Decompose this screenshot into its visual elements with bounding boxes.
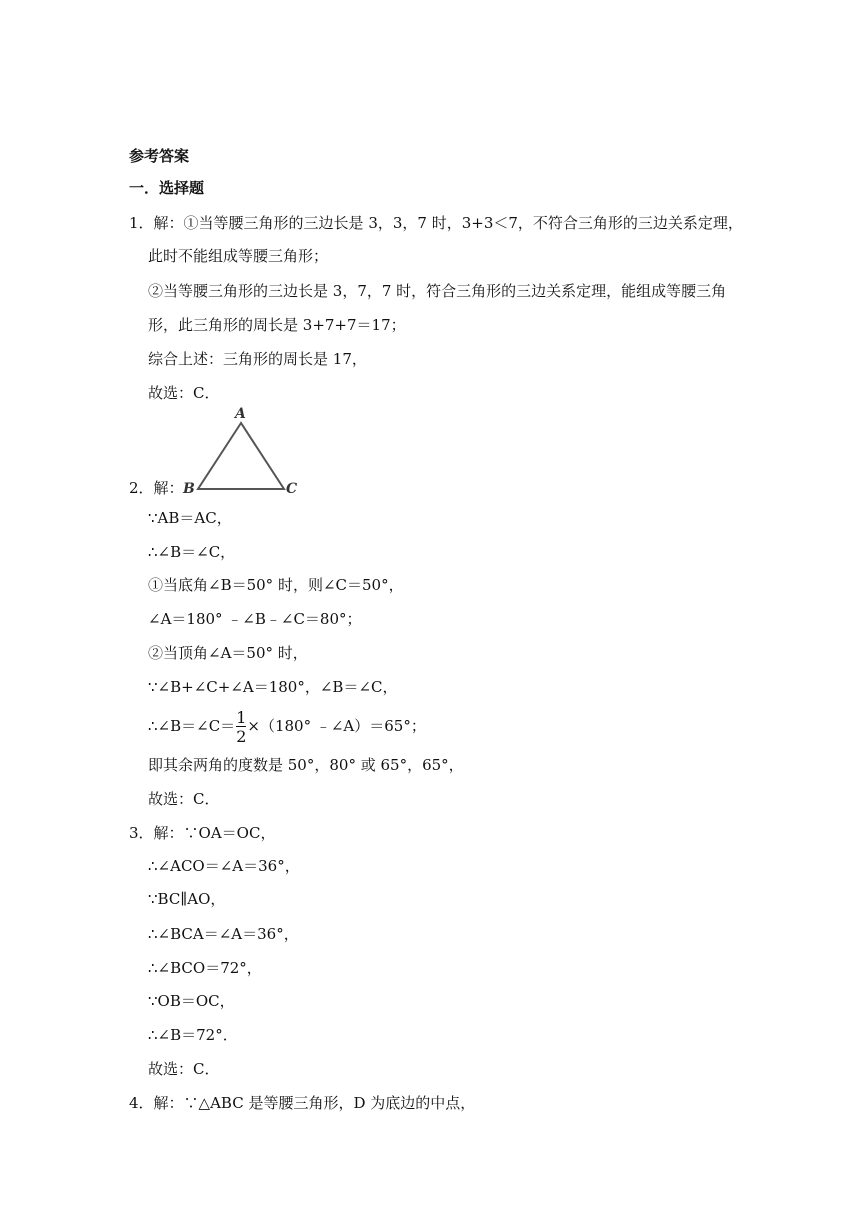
q3-line-7: ∴∠B＝72°．	[148, 1026, 238, 1044]
fraction-denominator: 2	[236, 727, 247, 746]
q1-line-4: 形，此三角形的周长是 3+7+7＝17；	[148, 316, 406, 334]
q4-line-1: 4．解：∵△ABC 是等腰三角形，D 为底边的中点，	[129, 1094, 476, 1112]
q2-line-7: ∵∠B+∠C+∠A＝180°，∠B＝∠C，	[148, 678, 398, 696]
fraction-one-half	[236, 709, 246, 745]
q2-line-5: ∠A＝180° ﹣∠B﹣∠C＝80°；	[148, 610, 362, 628]
q1-line-1: 1．解：①当等腰三角形的三边长是 3，3，7 时，3+3＜7，不符合三角形的三边关系定理，	[129, 214, 743, 232]
isosceles-triangle-figure	[178, 404, 302, 498]
q2-fraction-line	[148, 708, 426, 745]
q3-line-1: 3．解：∵OA＝OC，	[129, 824, 276, 842]
q3-line-4: ∴∠BCA＝∠A＝36°，	[148, 925, 299, 943]
q2-line-9: 故选：C．	[148, 790, 220, 808]
q2-line-4: ①当底角∠B＝50° 时，则∠C＝50°，	[148, 576, 404, 594]
q3-line-2: ∴∠ACO＝∠A＝36°，	[148, 857, 300, 875]
page-heading: 参考答案	[129, 147, 190, 165]
vertex-label-a: A	[235, 406, 246, 422]
q3-line-6: ∵OB＝OC，	[148, 992, 235, 1010]
fraction-numerator: 1	[236, 708, 247, 727]
triangle-outline	[198, 423, 284, 489]
q1-line-2: 此时不能组成等腰三角形；	[148, 247, 329, 265]
q2-line-8: 即其余两角的度数是 50°，80° 或 65°，65°，	[148, 756, 464, 774]
q1-line-6: 故选：C．	[148, 384, 220, 402]
q1-line-5: 综合上述：三角形的周长是 17，	[148, 350, 367, 368]
q2-line-3: ∴∠B＝∠C，	[148, 543, 236, 561]
q2-fraction-suffix: ×（180° ﹣∠A）＝65°；	[247, 717, 426, 735]
section-title: 一．选择题	[129, 179, 205, 197]
q2-line-1: 2．解：	[129, 479, 184, 497]
q3-line-8: 故选：C．	[148, 1060, 220, 1078]
q1-line-3: ②当等腰三角形的三边长是 3，7，7 时，符合三角形的三边关系定理，能组成等腰三角	[148, 282, 727, 300]
vertex-label-b: B	[183, 481, 195, 497]
q3-line-5: ∴∠BCO＝72°，	[148, 959, 262, 977]
q2-line-2: ∵AB＝AC，	[148, 509, 232, 527]
q3-line-3: ∵BC∥AO，	[148, 890, 226, 908]
vertex-label-c: C	[286, 481, 298, 497]
q2-fraction-prefix: ∴∠B＝∠C＝	[148, 717, 236, 735]
q2-line-6: ②当顶角∠A＝50° 时，	[148, 644, 308, 662]
